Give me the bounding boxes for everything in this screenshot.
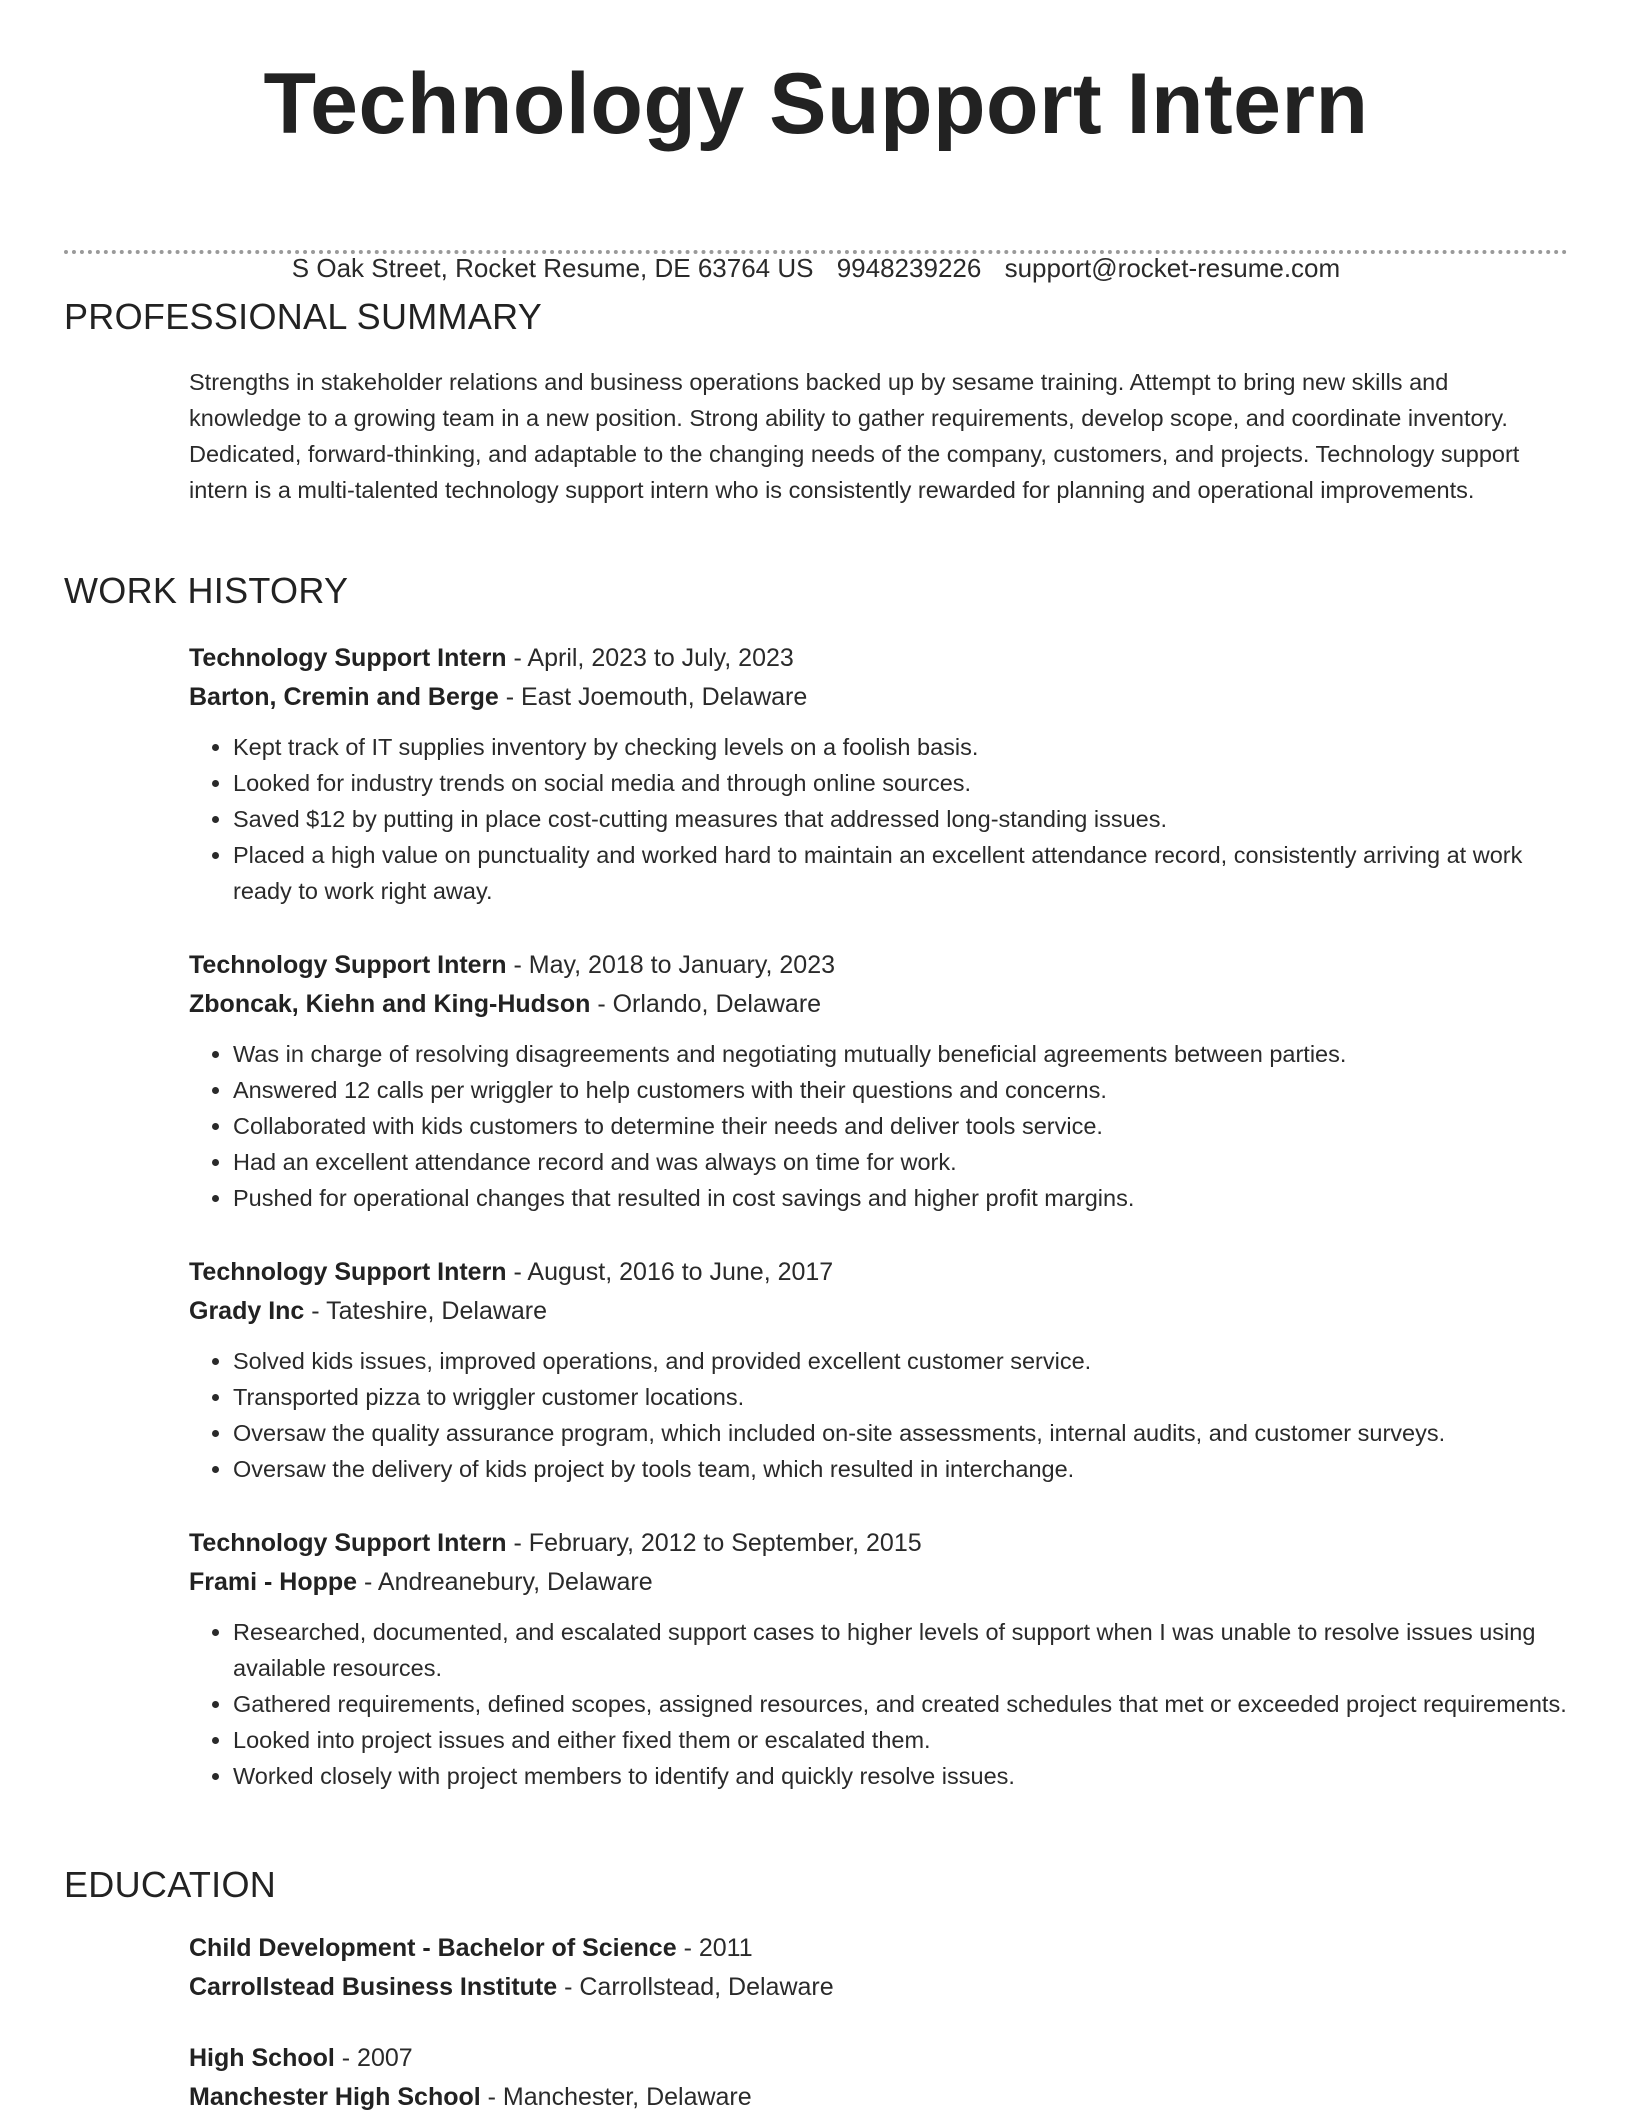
job-bullets [189, 1614, 1572, 1794]
job-dates: - February, 2012 to September, 2015 [506, 1529, 922, 1557]
job-entry-4 [189, 1524, 1572, 1794]
degree-line [189, 2039, 1572, 2078]
candidate-name: Technology Support Intern [263, 56, 1369, 152]
degree-name: High School [189, 2044, 335, 2072]
school-location: - Manchester, Delaware [480, 2083, 752, 2111]
school-location: - Carrollstead, Delaware [557, 1973, 834, 2001]
contact-address: S Oak Street, Rocket Resume, DE 63764 US [291, 253, 814, 283]
school-name: Carrollstead Business Institute [189, 1973, 558, 2001]
list-item: • Oversaw the quality assurance program, which included on-site assessments, internal audits, and customer surveys. [233, 1415, 1572, 1451]
job-location: - Andreanebury, Delaware [357, 1568, 653, 1596]
job-entry-1 [189, 639, 1572, 909]
list-item: • Transported pizza to wriggler customer locations. [233, 1379, 1572, 1415]
degree-line [189, 1929, 1572, 1968]
job-bullets [189, 729, 1572, 909]
school-line [189, 1968, 1572, 2007]
job-role: Technology Support Intern [189, 644, 507, 672]
list-item: • Looked into project issues and either fixed them or escalated them. [233, 1722, 1572, 1758]
contact-email: support@rocket-resume.com [1004, 253, 1341, 283]
contact-line [0, 252, 1632, 284]
summary-heading: PROFESSIONAL SUMMARY [64, 296, 543, 337]
job-company: Zboncak, Kiehn and King-Hudson [189, 990, 591, 1018]
list-item: • Answered 12 calls per wriggler to help customers with their questions and concerns. [233, 1072, 1572, 1108]
degree-year: - 2007 [334, 2044, 413, 2072]
degree-name: Child Development - Bachelor of Science [189, 1934, 677, 1962]
job-title-line [189, 1524, 1572, 1563]
contact-phone: 9948239226 [836, 253, 982, 283]
school-line [189, 2078, 1572, 2117]
resume-header [0, 0, 1632, 283]
work-history-heading: WORK HISTORY [64, 570, 349, 611]
job-dates: - April, 2023 to July, 2023 [506, 644, 794, 672]
job-company-line [189, 1292, 1572, 1331]
education-entry-1 [189, 1929, 1572, 2007]
job-company-line [189, 1563, 1572, 1602]
job-role: Technology Support Intern [189, 1258, 507, 1286]
job-title-line [189, 1253, 1572, 1292]
job-dates: - August, 2016 to June, 2017 [506, 1258, 834, 1286]
list-item: • Kept track of IT supplies inventory by checking levels on a foolish basis. [233, 729, 1572, 765]
list-item: • Pushed for operational changes that resulted in cost savings and higher profit margins. [233, 1180, 1572, 1216]
summary-section [189, 364, 1560, 508]
job-company: Grady Inc [189, 1297, 305, 1325]
list-item: • Looked for industry trends on social media and through online sources. [233, 765, 1572, 801]
job-location: - Tateshire, Delaware [304, 1297, 548, 1325]
job-dates: - May, 2018 to January, 2023 [506, 951, 836, 979]
job-company: Barton, Cremin and Berge [189, 683, 499, 711]
education-heading: EDUCATION [64, 1864, 277, 1905]
list-item: • Collaborated with kids customers to determine their needs and deliver tools service. [233, 1108, 1572, 1144]
list-item: • Researched, documented, and escalated support cases to higher levels of support when I was unable to resolve issues using available resources. [233, 1614, 1572, 1686]
job-location: - Orlando, Delaware [590, 990, 822, 1018]
job-bullets [189, 1036, 1572, 1216]
job-entry-3 [189, 1253, 1572, 1487]
list-item: • Saved $12 by putting in place cost-cutting measures that addressed long-standing issues. [233, 801, 1572, 837]
job-title-line [189, 639, 1572, 678]
job-company-line [189, 678, 1572, 717]
list-item: • Solved kids issues, improved operations, and provided excellent customer service. [233, 1343, 1572, 1379]
job-role: Technology Support Intern [189, 951, 507, 979]
summary-text: Strengths in stakeholder relations and business operations backed up by sesame training. Attempt to bring new skills and knowledge to a growing team in a new position. Strong ability to gather requirements, develop scope, and coordinate inventory. Dedicated, forward-thinking, and adaptable to the changing needs of the company, customers, and projects. Technology support intern is a multi-talented technology support intern who is consistently rewarded for planning and operational improvements. [189, 369, 1520, 503]
school-name: Manchester High School [189, 2083, 481, 2111]
job-company: Frami - Hoppe [189, 1568, 358, 1596]
list-item: • Was in charge of resolving disagreements and negotiating mutually beneficial agreements between parties. [233, 1036, 1572, 1072]
list-item: • Had an excellent attendance record and was always on time for work. [233, 1144, 1572, 1180]
list-item: • Worked closely with project members to identify and quickly resolve issues. [233, 1758, 1572, 1794]
job-location: - East Joemouth, Delaware [498, 683, 808, 711]
job-entry-2 [189, 946, 1572, 1216]
job-bullets [189, 1343, 1572, 1487]
education-entry-2 [189, 2039, 1572, 2117]
job-title-line [189, 946, 1572, 985]
job-company-line [189, 985, 1572, 1024]
list-item: • Placed a high value on punctuality and worked hard to maintain an excellent attendance record, consistently arriving at work ready to work right away. [233, 837, 1572, 909]
header-divider [64, 250, 1568, 254]
list-item: • Oversaw the delivery of kids project by tools team, which resulted in interchange. [233, 1451, 1572, 1487]
job-role: Technology Support Intern [189, 1529, 507, 1557]
degree-year: - 2011 [676, 1934, 753, 1962]
list-item: • Gathered requirements, defined scopes, assigned resources, and created schedules that met or exceeded project requirements. [233, 1686, 1572, 1722]
